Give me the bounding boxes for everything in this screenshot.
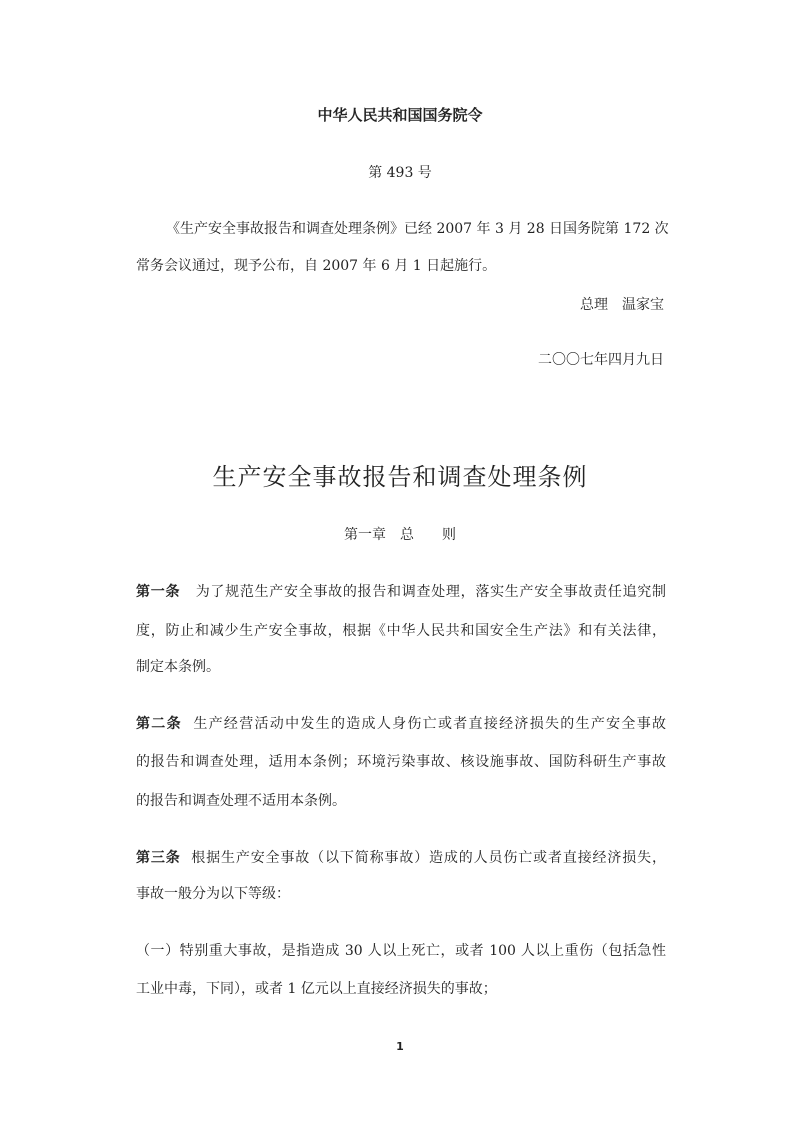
chapter-heading <box>0 525 800 545</box>
article-1-line-1 <box>136 582 666 602</box>
chapter-title-part-1: 总 <box>400 527 414 543</box>
decree-text-line-2: 常务会议通过，现予公布，自 2007 年 6 月 1 日起施行。 <box>136 258 497 274</box>
article-3-line-1 <box>136 848 666 868</box>
page-number: 1 <box>396 1040 404 1053</box>
article-3-label: 第三条 <box>136 850 181 866</box>
article-2-line-1 <box>136 714 666 734</box>
article-1-text: 为了规范生产安全事故的报告和调查处理，落实生产安全事故责任追究制 <box>195 584 667 600</box>
article-3-text: 根据生产安全事故（以下简称事故）造成的人员伤亡或者直接经济损失， <box>191 850 667 866</box>
decree-date: 二〇〇七年四月九日 <box>538 352 664 368</box>
article-2-text: 生产经营活动中发生的造成人身伤亡或者直接经济损失的生产安全事故 <box>193 716 667 732</box>
article-1-line-3: 制定本条例。 <box>136 659 220 675</box>
clause-1-line-1: （一）特别重大事故，是指造成 30 人以上死亡，或者 100 人以上重伤（包括急性 <box>136 943 666 959</box>
article-1-label: 第一条 <box>136 584 181 600</box>
article-2-label: 第二条 <box>136 716 182 732</box>
article-1-line-2: 度，防止和减少生产安全事故，根据《中华人民共和国安全生产法》和有关法律， <box>136 623 666 639</box>
article-3-line-2: 事故一般分为以下等级： <box>136 886 290 902</box>
article-2-line-2: 的报告和调查处理，适用本条例；环境污染事故、核设施事故、国防科研生产事故 <box>136 754 666 770</box>
decree-title: 中华人民共和国国务院令 <box>317 106 483 124</box>
decree-number: 第 493 号 <box>368 165 432 181</box>
decree-signer: 总理 温家宝 <box>580 297 664 313</box>
clause-1-line-2: 工业中毒，下同），或者 1 亿元以上直接经济损失的事故； <box>136 981 497 997</box>
decree-text-line-1: 《生产安全事故报告和调查处理条例》已经 2007 年 3 月 28 日国务院第 172 次 <box>166 221 669 237</box>
article-2-line-3: 的报告和调查处理不适用本条例。 <box>136 793 346 809</box>
chapter-title-part-2: 则 <box>442 527 456 543</box>
chapter-label: 第一章 <box>344 527 386 543</box>
regulation-title: 生产安全事故报告和调查处理条例 <box>212 463 588 491</box>
